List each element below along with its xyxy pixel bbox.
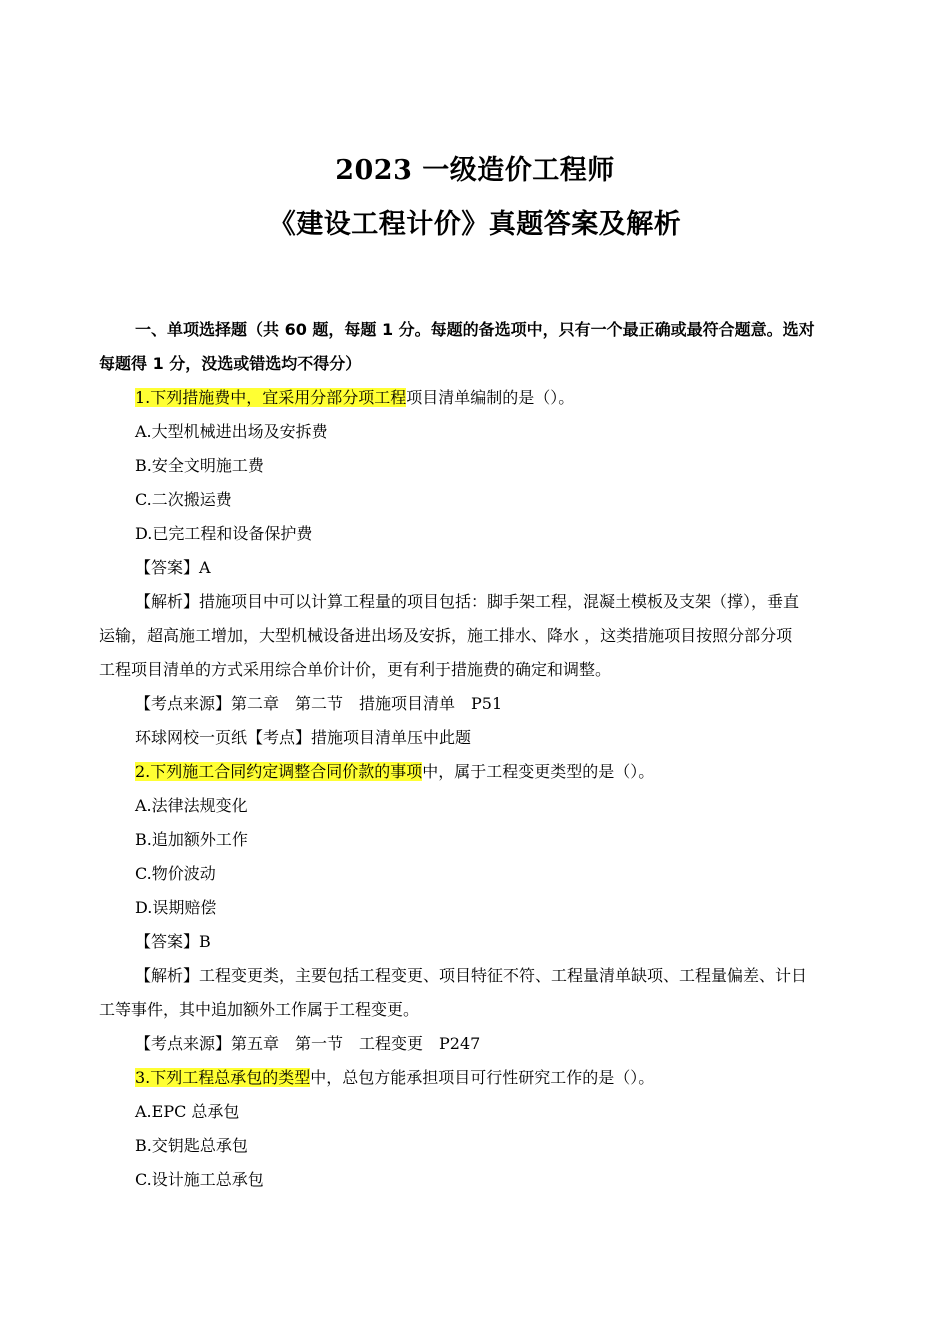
title-line-2: 《建设工程计价》真题答案及解析: [268, 209, 682, 240]
question-3-highlight: 3.下列工程总承包的类型: [135, 1068, 311, 1087]
title-line-1: 2023 一级造价工程师: [335, 155, 615, 186]
question-1-note: 环球网校一页纸【考点】措施项目清单压中此题: [135, 728, 472, 747]
question-1-option-a: A.大型机械进出场及安拆费: [135, 422, 328, 441]
question-3-option-a: A.EPC 总承包: [135, 1102, 240, 1121]
question-2-analysis-line-2: 工等事件，其中追加额外工作属于工程变更。: [99, 1000, 420, 1019]
question-2-analysis-line-1: 【解析】工程变更类，主要包括工程变更、项目特征不符、工程量清单缺项、工程量偏差、计日: [135, 966, 808, 985]
question-1-analysis-line-1: 【解析】措施项目中可以计算工程量的项目包括：脚手架工程，混凝土模板及支架（撑），垂直: [135, 592, 800, 611]
question-3-stem-rest: 中，总包方能承担项目可行性研究工作的是（）。: [310, 1068, 655, 1087]
document-title: [0, 144, 950, 252]
question-1-answer: 【答案】A: [135, 558, 211, 577]
question-1-stem-rest: 项目清单编制的是（）。: [406, 388, 575, 407]
section-heading-line-2: 每题得 1 分，没选或错选均不得分）: [99, 354, 362, 373]
question-2-option-b: B.追加额外工作: [135, 830, 248, 849]
question-2-source: 【考点来源】第五章 第一节 工程变更 P247: [135, 1034, 481, 1053]
question-2-answer: 【答案】B: [135, 932, 211, 951]
question-1-source: 【考点来源】第二章 第二节 措施项目清单 P51: [135, 694, 503, 713]
question-1-highlight: 1.下列措施费中，宜采用分部分项工程: [135, 388, 407, 407]
question-2-highlight: 2.下列施工合同约定调整合同价款的事项: [135, 762, 423, 781]
question-2-stem: [99, 755, 871, 789]
question-2-option-c: C.物价波动: [135, 864, 216, 883]
question-3-option-c: C.设计施工总承包: [135, 1170, 264, 1189]
question-1-option-c: C.二次搬运费: [135, 490, 232, 509]
question-2-stem-rest: 中，属于工程变更类型的是（）。: [422, 762, 655, 781]
question-1-option-b: B.安全文明施工费: [135, 456, 264, 475]
document-body: [99, 313, 871, 1197]
question-3-stem: [99, 1061, 871, 1095]
question-1-analysis-line-2: 运输，超高施工增加，大型机械设备进出场及安拆，施工排水、降水 ，这类措施项目按照分部分项: [99, 626, 793, 645]
question-2-option-d: D.误期赔偿: [135, 898, 217, 917]
question-2-option-a: A.法律法规变化: [135, 796, 248, 815]
question-3-option-b: B.交钥匙总承包: [135, 1136, 248, 1155]
section-heading-line-1: 一、单项选择题（共 60 题，每题 1 分。每题的备选项中，只有一个最正确或最符合题意。选对: [135, 320, 815, 339]
question-1-analysis-line-3: 工程项目清单的方式采用综合单价计价，更有利于措施费的确定和调整。: [99, 660, 612, 679]
question-1-stem: [99, 381, 871, 415]
question-1-option-d: D.已完工程和设备保护费: [135, 524, 313, 543]
